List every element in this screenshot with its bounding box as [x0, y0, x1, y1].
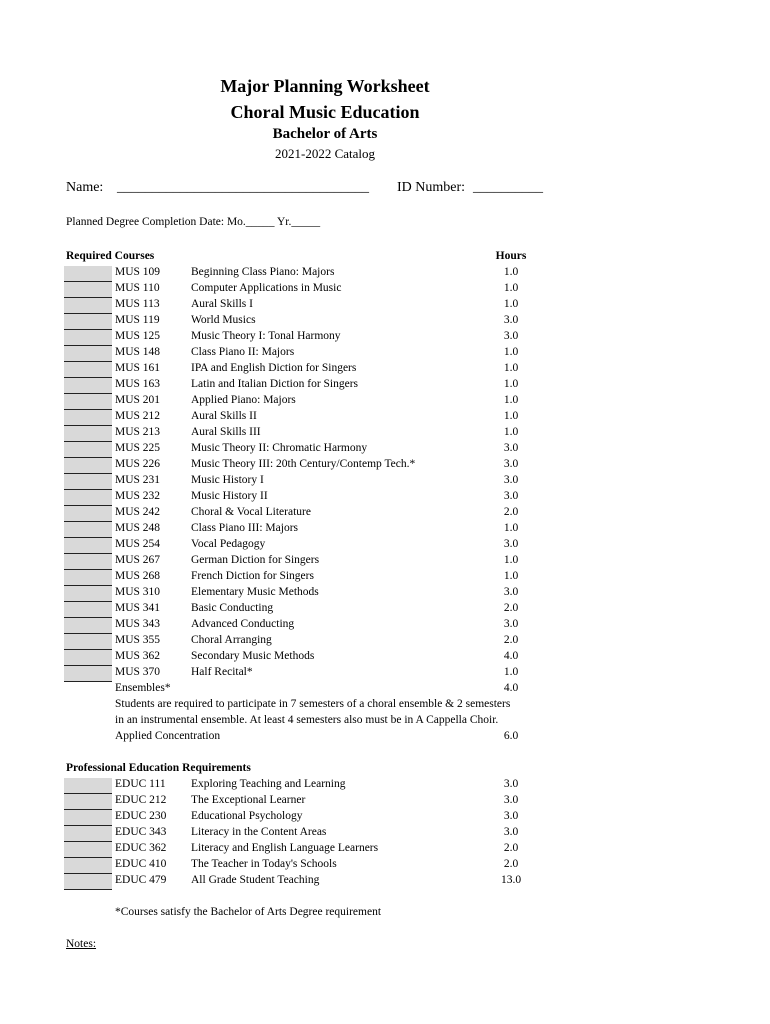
course-row — [0, 618, 770, 634]
course-row — [0, 570, 770, 586]
course-row — [0, 858, 770, 874]
course-title: Music History II — [191, 490, 268, 502]
course-hours: 4.0 — [503, 650, 519, 662]
course-title: World Musics — [191, 314, 256, 326]
course-title: The Exceptional Learner — [191, 794, 306, 806]
id-number-field[interactable]: __________ — [473, 180, 543, 195]
course-hours: 3.0 — [503, 442, 519, 454]
course-title: Half Recital* — [191, 666, 253, 678]
course-hours: 1.0 — [503, 298, 519, 310]
course-row — [0, 522, 770, 538]
course-hours: 1.0 — [503, 266, 519, 278]
course-hours: 2.0 — [503, 634, 519, 646]
course-hours: 3.0 — [503, 490, 519, 502]
course-hours: 3.0 — [503, 330, 519, 342]
course-row — [0, 394, 770, 410]
course-row — [0, 458, 770, 474]
course-row — [0, 826, 770, 842]
worksheet-title: Major Planning Worksheet — [220, 76, 430, 96]
course-title: French Diction for Singers — [191, 570, 314, 582]
hours-heading: Hours — [495, 250, 527, 262]
course-checkoff-box[interactable] — [64, 474, 112, 490]
course-checkoff-box[interactable] — [64, 330, 112, 346]
course-code: EDUC 212 — [115, 794, 167, 806]
course-checkoff-box[interactable] — [64, 458, 112, 474]
course-title: Literacy in the Content Areas — [191, 826, 327, 838]
course-hours: 3.0 — [503, 618, 519, 630]
course-checkoff-box[interactable] — [64, 314, 112, 330]
ensembles-label: Ensembles* — [115, 682, 171, 694]
course-code: MUS 161 — [115, 362, 161, 374]
course-checkoff-box[interactable] — [64, 266, 112, 282]
course-code: MUS 310 — [115, 586, 161, 598]
course-checkoff-box[interactable] — [64, 826, 112, 842]
course-title: The Teacher in Today's Schools — [191, 858, 337, 870]
course-title: Computer Applications in Music — [191, 282, 342, 294]
course-hours: 1.0 — [503, 410, 519, 422]
course-checkoff-box[interactable] — [64, 602, 112, 618]
course-row — [0, 602, 770, 618]
course-row — [0, 282, 770, 298]
course-title: Vocal Pedagogy — [191, 538, 266, 550]
course-code: MUS 110 — [115, 282, 160, 294]
course-title: All Grade Student Teaching — [191, 874, 320, 886]
course-code: MUS 212 — [115, 410, 161, 422]
course-hours: 3.0 — [503, 586, 519, 598]
course-row — [0, 426, 770, 442]
course-row — [0, 842, 770, 858]
course-hours: 1.0 — [503, 522, 519, 534]
completion-date-field[interactable]: Planned Degree Completion Date: Mo._____ Yr._____ — [66, 216, 321, 228]
course-hours: 1.0 — [503, 570, 519, 582]
course-code: MUS 231 — [115, 474, 161, 486]
course-code: MUS 248 — [115, 522, 161, 534]
course-row — [0, 650, 770, 666]
course-checkoff-box[interactable] — [64, 282, 112, 298]
course-row — [0, 298, 770, 314]
id-number-label: ID Number: — [397, 180, 466, 195]
course-code: MUS 341 — [115, 602, 161, 614]
course-row — [0, 330, 770, 346]
course-hours: 3.0 — [503, 810, 519, 822]
course-hours: 13.0 — [500, 874, 522, 886]
course-title: Class Piano III: Majors — [191, 522, 299, 534]
course-hours: 3.0 — [503, 794, 519, 806]
course-code: MUS 362 — [115, 650, 161, 662]
course-row — [0, 378, 770, 394]
course-title: Choral Arranging — [191, 634, 272, 646]
course-checkoff-box[interactable] — [64, 490, 112, 506]
course-checkoff-box[interactable] — [64, 506, 112, 522]
course-hours: 3.0 — [503, 826, 519, 838]
course-hours: 3.0 — [503, 538, 519, 550]
course-code: MUS 355 — [115, 634, 161, 646]
course-code: MUS 254 — [115, 538, 161, 550]
course-checkoff-box[interactable] — [64, 650, 112, 666]
course-row — [0, 442, 770, 458]
course-hours: 1.0 — [503, 282, 519, 294]
notes-label: Notes: — [66, 938, 97, 950]
course-code: MUS 109 — [115, 266, 161, 278]
course-code: EDUC 362 — [115, 842, 167, 854]
course-title: Music Theory I: Tonal Harmony — [191, 330, 341, 342]
course-title: Music History I — [191, 474, 264, 486]
course-title: IPA and English Diction for Singers — [191, 362, 357, 374]
course-title: Literacy and English Language Learners — [191, 842, 379, 854]
course-hours: 3.0 — [503, 474, 519, 486]
course-title: Educational Psychology — [191, 810, 303, 822]
course-code: MUS 201 — [115, 394, 161, 406]
course-checkoff-box[interactable] — [64, 298, 112, 314]
course-title: Aural Skills I — [191, 298, 253, 310]
course-row — [0, 314, 770, 330]
course-row — [0, 266, 770, 282]
course-checkoff-box[interactable] — [64, 570, 112, 586]
course-checkoff-box[interactable] — [64, 378, 112, 394]
course-checkoff-box[interactable] — [64, 842, 112, 858]
course-row — [0, 554, 770, 570]
course-hours: 1.0 — [503, 362, 519, 374]
course-row — [0, 586, 770, 602]
course-hours: 3.0 — [503, 458, 519, 470]
course-checkoff-box[interactable] — [64, 618, 112, 634]
course-hours: 1.0 — [503, 666, 519, 678]
course-code: MUS 225 — [115, 442, 161, 454]
course-title: Music Theory II: Chromatic Harmony — [191, 442, 368, 454]
course-code: MUS 268 — [115, 570, 161, 582]
course-checkoff-box[interactable] — [64, 666, 112, 682]
course-code: MUS 343 — [115, 618, 161, 630]
course-hours: 1.0 — [503, 346, 519, 358]
course-checkoff-box[interactable] — [64, 874, 112, 890]
course-checkoff-box[interactable] — [64, 794, 112, 810]
course-title: Aural Skills III — [191, 426, 261, 438]
course-code: EDUC 479 — [115, 874, 167, 886]
course-hours: 3.0 — [503, 778, 519, 790]
name-field[interactable]: ____________________________________ — [117, 180, 369, 195]
applied-concentration-label: Applied Concentration — [115, 730, 221, 742]
course-checkoff-box[interactable] — [64, 410, 112, 426]
course-checkoff-box[interactable] — [64, 554, 112, 570]
course-title: Elementary Music Methods — [191, 586, 319, 598]
course-code: MUS 125 — [115, 330, 161, 342]
course-row — [0, 666, 770, 682]
course-code: MUS 226 — [115, 458, 161, 470]
name-label: Name: — [66, 180, 104, 195]
course-row — [0, 506, 770, 522]
course-checkoff-box[interactable] — [64, 778, 112, 794]
ensembles-hours: 4.0 — [503, 682, 519, 694]
professional-education-heading: Professional Education Requirements — [66, 762, 251, 774]
course-hours: 1.0 — [503, 554, 519, 566]
program-title: Choral Music Education — [230, 102, 420, 122]
course-checkoff-box[interactable] — [64, 394, 112, 410]
ensemble-note-line-2: in an instrumental ensemble. At least 4 semesters also must be in A Cappella Choir. — [115, 714, 499, 726]
course-title: Choral & Vocal Literature — [191, 506, 311, 518]
course-checkoff-box[interactable] — [64, 522, 112, 538]
course-hours: 3.0 — [503, 314, 519, 326]
applied-concentration-hours: 6.0 — [503, 730, 519, 742]
ensemble-note-line-1: Students are required to participate in 7 semesters of a choral ensemble & 2 semesters — [115, 698, 511, 710]
course-code: EDUC 343 — [115, 826, 167, 838]
course-code: MUS 213 — [115, 426, 161, 438]
course-title: Beginning Class Piano: Majors — [191, 266, 335, 278]
course-checkoff-box[interactable] — [64, 810, 112, 826]
course-code: MUS 148 — [115, 346, 161, 358]
course-code: EDUC 111 — [115, 778, 166, 790]
course-hours: 2.0 — [503, 506, 519, 518]
course-checkoff-box[interactable] — [64, 426, 112, 442]
course-row — [0, 490, 770, 506]
course-title: Exploring Teaching and Learning — [191, 778, 346, 790]
course-checkoff-box[interactable] — [64, 858, 112, 874]
course-row — [0, 874, 770, 890]
course-title: Secondary Music Methods — [191, 650, 315, 662]
course-hours: 2.0 — [503, 858, 519, 870]
required-courses-heading: Required Courses — [66, 250, 155, 262]
course-code: MUS 370 — [115, 666, 161, 678]
course-code: MUS 119 — [115, 314, 160, 326]
course-row — [0, 362, 770, 378]
course-row — [0, 810, 770, 826]
course-row — [0, 634, 770, 650]
course-checkoff-box[interactable] — [64, 538, 112, 554]
course-code: MUS 113 — [115, 298, 160, 310]
course-checkoff-box[interactable] — [64, 362, 112, 378]
course-title: Advanced Conducting — [191, 618, 295, 630]
course-hours: 1.0 — [503, 394, 519, 406]
course-checkoff-box[interactable] — [64, 346, 112, 362]
course-hours: 2.0 — [503, 602, 519, 614]
course-row — [0, 346, 770, 362]
course-code: EDUC 230 — [115, 810, 167, 822]
course-row — [0, 538, 770, 554]
course-title: German Diction for Singers — [191, 554, 320, 566]
course-code: EDUC 410 — [115, 858, 167, 870]
course-title: Basic Conducting — [191, 602, 274, 614]
degree-title: Bachelor of Arts — [272, 126, 378, 142]
course-row — [0, 794, 770, 810]
course-checkoff-box[interactable] — [64, 634, 112, 650]
course-row — [0, 474, 770, 490]
course-code: MUS 242 — [115, 506, 161, 518]
course-title: Applied Piano: Majors — [191, 394, 296, 406]
course-title: Latin and Italian Diction for Singers — [191, 378, 359, 390]
course-code: MUS 232 — [115, 490, 161, 502]
course-checkoff-box[interactable] — [64, 586, 112, 602]
course-row — [0, 410, 770, 426]
course-hours: 1.0 — [503, 378, 519, 390]
catalog-year: 2021-2022 Catalog — [274, 146, 375, 161]
course-code: MUS 267 — [115, 554, 161, 566]
course-hours: 2.0 — [503, 842, 519, 854]
course-title: Music Theory III: 20th Century/Contemp Tech.* — [191, 458, 416, 470]
course-title: Class Piano II: Majors — [191, 346, 295, 358]
course-hours: 1.0 — [503, 426, 519, 438]
course-title: Aural Skills II — [191, 410, 257, 422]
footnote: *Courses satisfy the Bachelor of Arts Degree requirement — [115, 906, 382, 918]
course-row — [0, 778, 770, 794]
course-code: MUS 163 — [115, 378, 161, 390]
course-checkoff-box[interactable] — [64, 442, 112, 458]
